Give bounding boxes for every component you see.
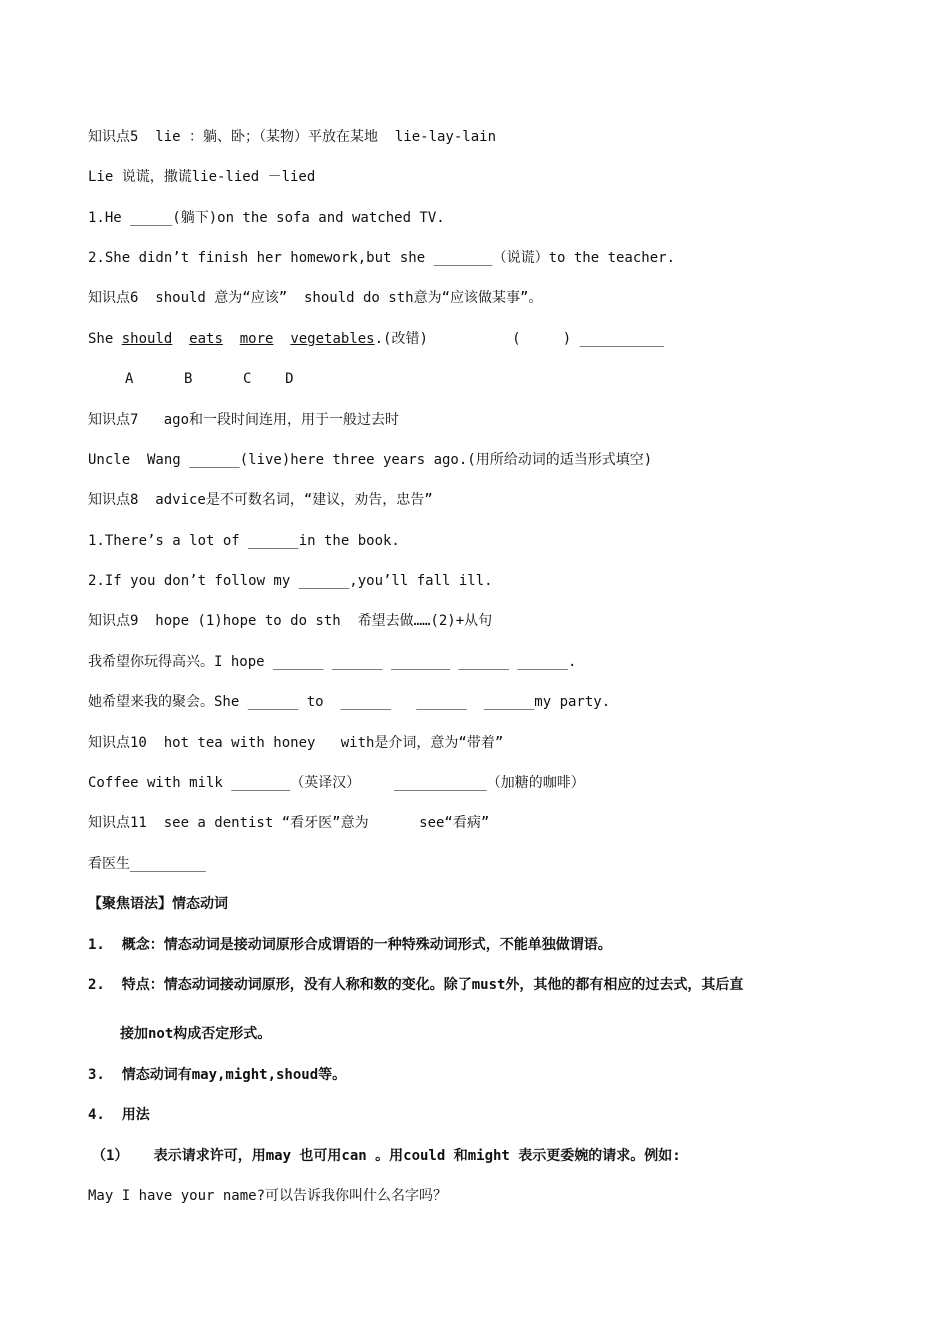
usage-1: （1） 表示请求许可，用may 也可用can 。用could 和might 表示更委婉的请求。例如:	[92, 1148, 681, 1164]
grammar-item-1: 1. 概念：情态动词是接动词原形合成谓语的一种特殊动词形式，不能单独做谓语。	[88, 937, 612, 953]
knowledge-point-9-title: 知识点9 hope (1)hope to do sth 希望去做……(2)+从句	[88, 613, 493, 629]
knowledge-point-11-title: 知识点11 see a dentist “看牙医”意为 see“看病”	[88, 815, 490, 831]
grammar-item-4: 4. 用法	[88, 1107, 150, 1123]
usage-1-example: May I have your name?可以告诉我你叫什么名字吗？	[88, 1188, 448, 1204]
grammar-item-3: 3. 情态动词有may,might,shoud等。	[88, 1067, 347, 1083]
exercise-hope-1: 我希望你玩得高兴。I hope ______ ______ _______ ______ ______.	[88, 654, 577, 670]
sentence-end: .(改错) ( ) __________	[374, 331, 664, 347]
sentence-start: She	[88, 331, 122, 347]
underlined-option-a: should	[121, 331, 173, 347]
exercise-advice-2: 2.If you don’t follow my ______,you’ll fall ill.	[88, 573, 493, 589]
exercise-lie-2: 2.She didn’t finish her homework,but she _______（说谎）to the teacher.	[88, 250, 676, 266]
exercise-ago: Uncle Wang ______(live)here three years ago.(用所给动词的适当形式填空)	[88, 452, 653, 468]
knowledge-point-10-title: 知识点10 hot tea with honey with是介词，意为“带着”	[88, 735, 504, 751]
knowledge-point-8-title: 知识点8 advice是不可数名词，“建议，劝告，忠告”	[88, 492, 433, 508]
underlined-option-b: eats	[189, 331, 223, 347]
exercise-see-doctor: 看医生_________	[88, 856, 206, 872]
error-correction-sentence	[88, 329, 664, 349]
grammar-focus-heading: 【聚焦语法】情态动词	[88, 896, 228, 912]
knowledge-point-7-title: 知识点7 ago和一段时间连用，用于一般过去时	[88, 412, 399, 428]
lie-definition: Lie 说谎，撒谎lie-lied －lied	[88, 169, 316, 185]
grammar-item-2: 2. 特点：情态动词接动词原形，没有人称和数的变化。除了must外，其他的都有相应的过去式，其后直	[88, 977, 744, 993]
option-letters: A B C D	[125, 371, 294, 387]
exercise-with: Coffee with milk _______（英译汉） ___________（加糖的咖啡）	[88, 775, 585, 791]
underlined-option-c: more	[239, 331, 274, 347]
exercise-advice-1: 1.There’s a lot of ______in the book.	[88, 533, 400, 549]
underlined-option-d: vegetables	[290, 331, 375, 347]
knowledge-point-6-title: 知识点6 should 意为“应该” should do sth意为“应该做某事”。	[88, 290, 543, 306]
knowledge-point-5-title: 知识点5 lie ：躺、卧；（某物）平放在某地 lie-lay-lain	[88, 129, 497, 145]
exercise-lie-1: 1.He _____(躺下)on the sofa and watched TV.	[88, 210, 445, 226]
grammar-item-2-continued: 接加not构成否定形式。	[120, 1026, 272, 1042]
exercise-hope-2: 她希望来我的聚会。She ______ to ______ ______ ______my party.	[88, 694, 611, 710]
